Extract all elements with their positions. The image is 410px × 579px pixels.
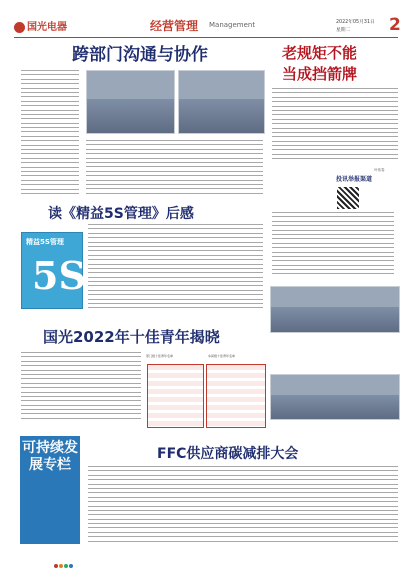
photo-youth-2 [270,374,400,420]
table-right [206,364,266,428]
photo-group-2 [178,70,265,134]
headline-lean5s: 读《精益5S管理》后感 [48,206,194,222]
table-left [147,364,204,428]
headline-ffc: FFC供应商碳减排大会 [157,446,299,462]
text-column-1 [21,70,79,198]
logo-text: 国光电器 [27,22,67,33]
headline-old-rules-line1: 老规矩不能 [282,44,358,62]
page-number: 2 [389,15,401,35]
section-subtitle: Management [209,21,256,29]
author-credit: 叶伟春 [374,168,385,172]
contribute-title: 投讯举报渠道 [336,176,373,183]
weekday-label: 星期二 [336,28,351,33]
masthead-divider [14,37,398,38]
text-body-lean5s [88,224,263,316]
book-title: 精益5S管理 [26,238,64,246]
section-title: 经营管理 [150,19,199,33]
contact-list [272,212,394,282]
text-body-cross-dept [86,140,263,198]
sustain-banner: 可持续发展专栏 [20,436,80,544]
text-body-old-rules [272,88,398,166]
text-body-ffc [88,466,398,552]
headline-cross-dept: 跨部门沟通与协作 [72,45,208,65]
photo-group-1 [86,70,175,134]
photo-youth-1 [270,286,400,333]
table-left-header: 部门级十佳青年名单 [146,354,174,358]
headline-old-rules-line2: 当成挡箭牌 [282,65,358,83]
qr-code-icon [337,187,359,209]
headline-youth: 国光2022年十佳青年揭晓 [43,328,220,346]
logo-icon [14,22,25,33]
table-right-header: 车间级十佳青年名单 [208,354,236,358]
page-dots [54,553,74,558]
book-cover [21,232,86,309]
logo [14,18,76,32]
text-body-youth [21,352,141,424]
book-big-label: 5S [32,253,86,298]
issue-date: 2022年05月31日 [336,20,375,25]
